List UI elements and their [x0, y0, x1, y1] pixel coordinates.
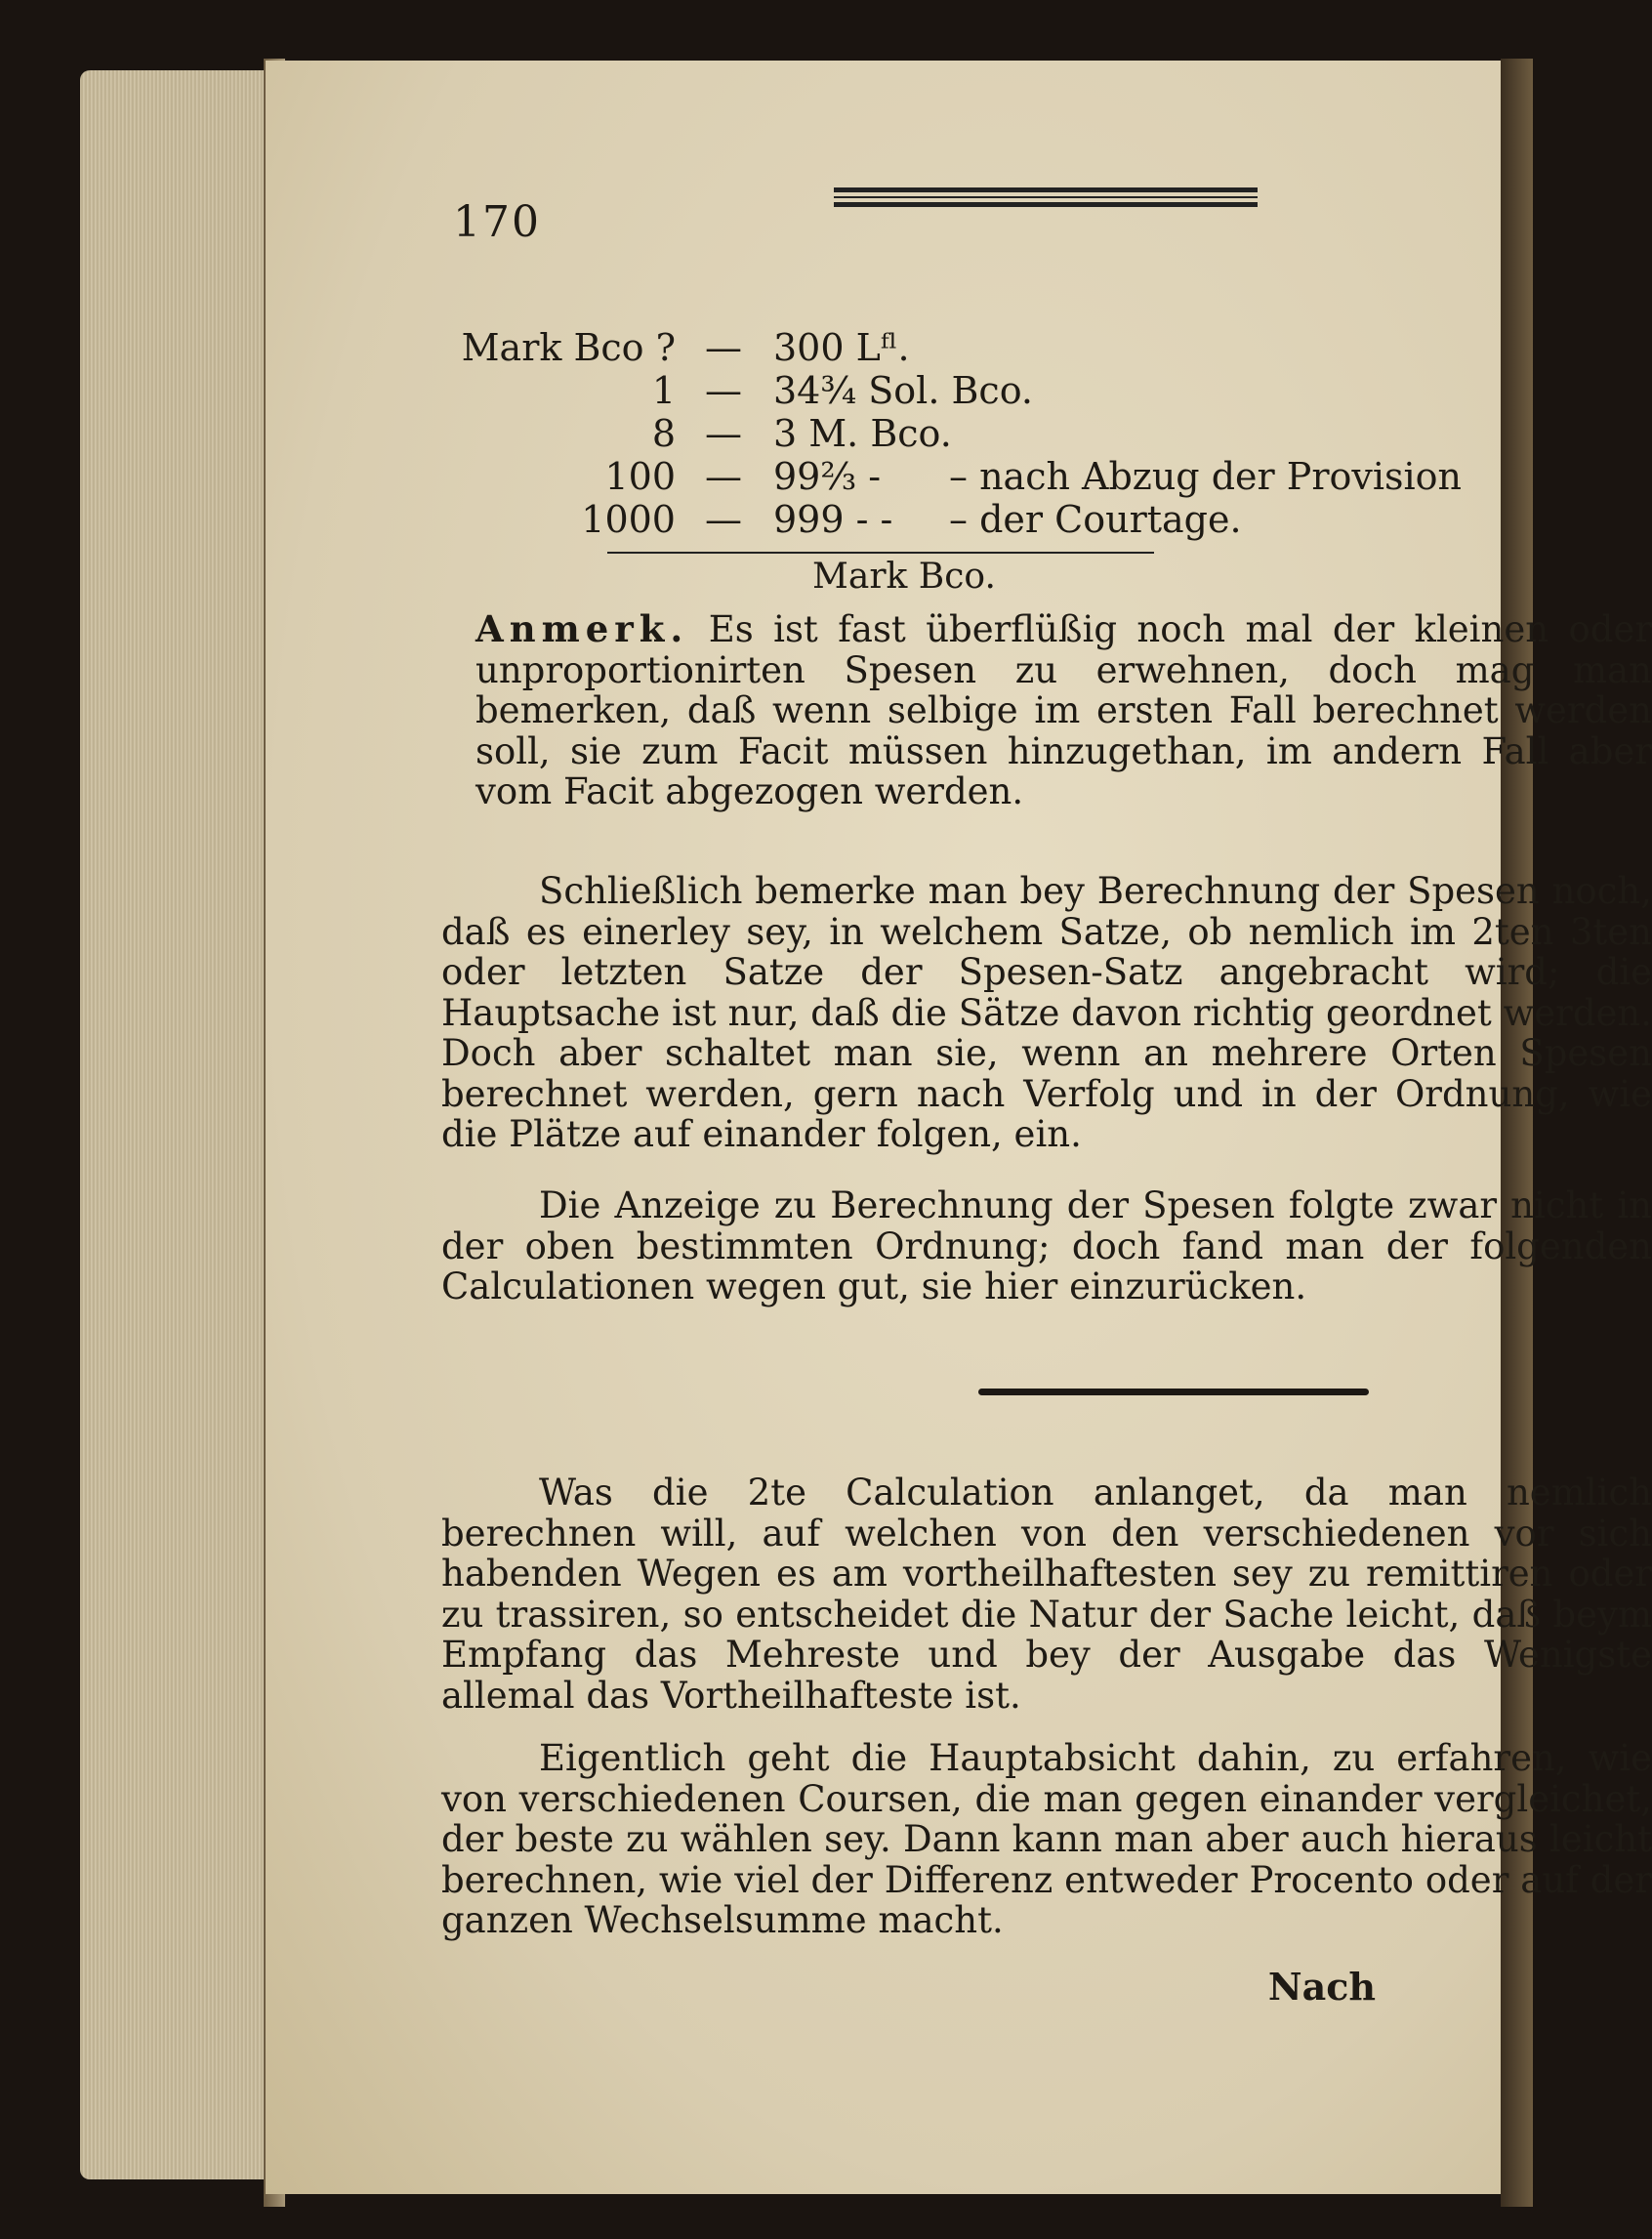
paragraph-2: Die Anzeige zu Berechnung der Spesen folgte zwar nicht in der oben bestimmten Ordnung; doch fand man der folgenden Calculationen wegen gut, sie hier einzurücken.	[441, 1184, 1652, 1307]
page-edges	[80, 70, 275, 2179]
page-number: 170	[453, 197, 541, 247]
calc-dash: —	[705, 455, 742, 498]
book-page	[266, 61, 1652, 2194]
remark-text: Es ist fast überflüßig noch mal der kleinen oder unproportionirten Spesen zu erwehnen, doch mag man bemerken, daß wenn selbige im ersten Fall berechnet werden soll, sie zum Facit müssen hinzugethan, im andern Fall aber vom Facit abgezogen werden.	[475, 608, 1652, 812]
paragraph-3: Was die 2te Calculation anlanget, da man nemlich berechnen will, auf welchen von den verschiedenen vor sich habenden Wegen es am vortheilhaftesten sey zu remittiren oder zu trassiren, so entscheidet die Natur der Sache leicht, daß beym Empfang das Mehreste und bey der Ausgabe das Wenigste allemal das Vortheilhafteste ist.	[441, 1472, 1652, 1717]
calc-note: – der Courtage.	[949, 498, 1242, 541]
calc-row	[441, 326, 1320, 369]
calc-note: – nach Abzug der Provision	[949, 455, 1463, 498]
calc-row	[441, 412, 1320, 455]
remark-label: Anmerk.	[475, 607, 689, 650]
paragraph-4: Eigentlich geht die Hauptabsicht dahin, zu erfahren, wie von verschiedenen Coursen, die man gegen einander vergleichet, der beste zu wählen sey. Dann kann man aber auch hieraus leicht berechnen, wie viel der Differenz entweder Procento oder auf der ganzen Wechselsumme macht.	[441, 1737, 1652, 1941]
calculation-table	[441, 326, 1463, 541]
calc-left: 8	[651, 412, 676, 455]
calc-left: 1	[651, 369, 676, 412]
remark-paragraph	[475, 609, 1652, 812]
calc-left: 1000	[581, 498, 676, 541]
calc-right: 99⅔ -	[773, 455, 882, 498]
paragraph-1: Schließlich bemerke man bey Berechnung der Spesen noch, daß es einerley sey, in welchem Satze, ob nemlich im 2ten 3ten oder letzten Satze der Spesen-Satz angebracht wird; die Hauptsache ist nur, daß die Sätze davon richtig geordnet werden. Doch aber schaltet man sie, wenn an mehrere Orten Spesen berechnet werden, gern nach Verfolg und in der Ordnung, wie die Plätze auf einander folgen, ein.	[441, 870, 1652, 1155]
calc-dash: —	[705, 412, 742, 455]
calc-row	[441, 369, 1320, 412]
calc-right: 300 Lᶠˡ.	[773, 326, 910, 369]
calc-right: 3 M. Bco.	[773, 412, 952, 455]
calc-right: 999 - -	[773, 498, 893, 541]
calc-dash: —	[705, 326, 742, 369]
calc-dash: —	[705, 369, 742, 412]
sum-label: Mark Bco.	[812, 557, 996, 597]
calc-dash: —	[705, 498, 742, 541]
sum-rule	[607, 552, 1154, 554]
calc-left: 100	[604, 455, 676, 498]
calc-left: Mark Bco ?	[461, 326, 676, 369]
section-divider	[978, 1389, 1369, 1395]
calc-row	[441, 498, 1320, 541]
calc-row	[441, 455, 1463, 498]
calc-right: 34¾ Sol. Bco.	[773, 369, 1033, 412]
catchword: Nach	[1267, 1965, 1376, 2009]
header-ornament	[834, 187, 1258, 209]
